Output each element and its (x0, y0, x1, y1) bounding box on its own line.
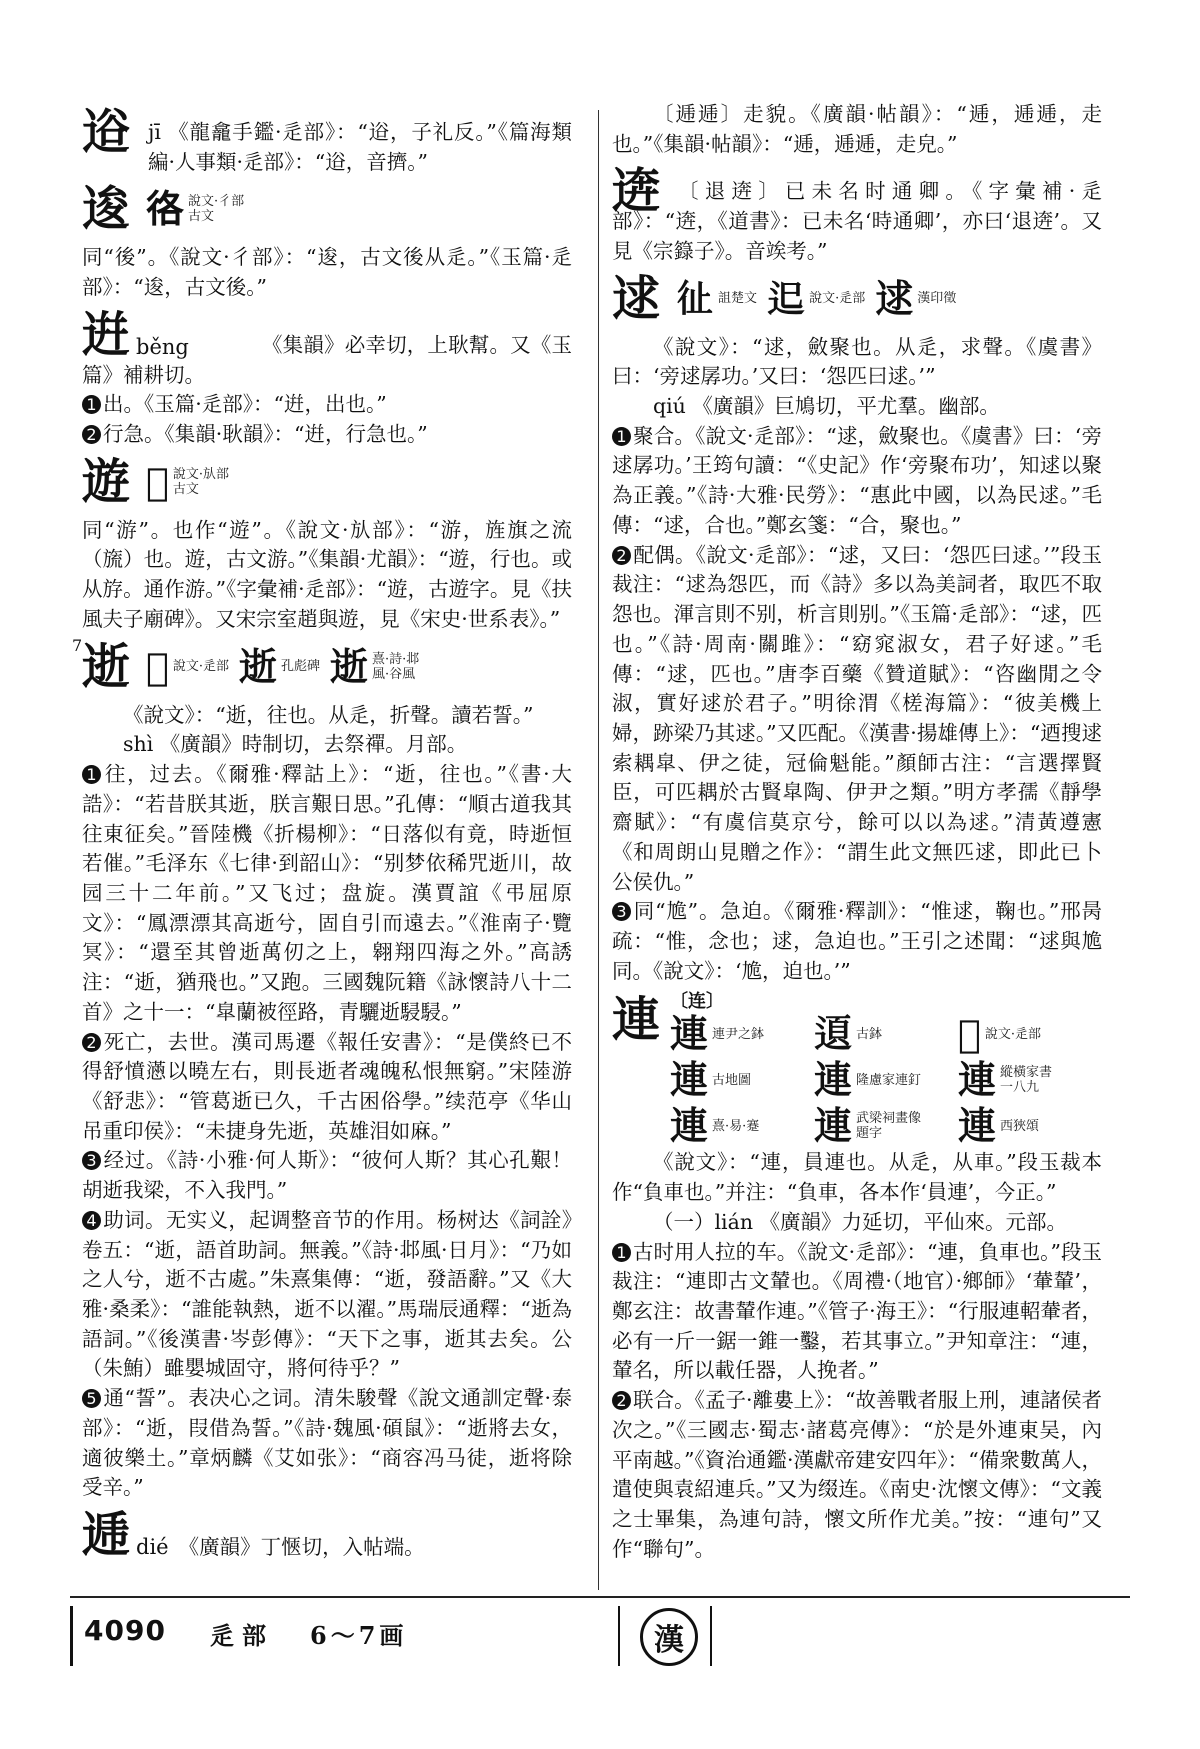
sense-number-icon: 2 (82, 425, 101, 444)
seal-form: 𨑯 說文·㫃部 古文 (146, 458, 229, 504)
entry-head (72, 635, 572, 695)
sense-number-icon: 2 (612, 1391, 631, 1410)
entry-char: 逑 (612, 270, 661, 327)
sense: 1 出。《玉篇·辵部》：“逬，出也。” (82, 390, 572, 420)
sense: 1 往，过去。《爾雅·釋詁上》：“逝，往也。”《書·大誥》：“若昔朕其逝，朕言艱日思。”孔傳：“順古道我其往東征矣。”晉陸機《折楊柳》：“日落似有竟，時逝恒若催。”毛泽东《七律·到韶山》：“别梦依稀咒逝川，故园三十二年前。”又飞过；盘旋。漢賈誼《弔屈原文》：“鳳漂漂其高逝兮，固自引而遠去。”《淮南子·覽冥》：“還至其曾逝萬仞之上，翱翔四海之外。”高誘注：“逝，猶飛也。”又跑。三國魏阮籍《詠懷詩八十二首》之十一：“皐蘭被徑路，青驪逝駸駸。” (82, 762, 572, 1024)
entry-definition: 《說文》：“逑，斂聚也。从辵，求聲。《虞書》曰：‘旁逑孱功。’又曰：‘怨匹曰逑。’” (612, 334, 1102, 389)
seal-form: 連 隆慮家連釘 (814, 1057, 922, 1103)
seal-form: 𢓊 詛楚文 (676, 275, 758, 321)
footer-divider (618, 1606, 620, 1666)
seal-form: 𨑓 說文·辵部 (767, 275, 866, 321)
entry-char: 逧 (82, 104, 131, 160)
sense-number-icon: 4 (82, 1211, 101, 1230)
seal-form: 連 熹·易·蹇 (670, 1103, 760, 1149)
footer-rule (70, 1596, 1130, 1598)
sense: 2 配偶。《說文·辵部》：“逑，又曰：‘怨匹曰逑。’”段玉裁注：“逑為怨匹，而《詩》多以為美詞者，取匹不取怨也。渾言則不别，析言則别。”《玉篇·辵部》：“逑，匹也。”《詩·周南·關雎》：“窈窕淑女，君子好逑。”毛傳：“逑，匹也。”唐李百藥《贊道賦》：“咨幽閒之令淑，實好逑於君子。”明徐渭《槎海篇》：“彼美機上婦，跡梁乃其逑。”又匹配。《漢書·揚雄傳上》：“迺搜逑索耦皐、伊之徒，冠倫魁能。”顏師古注：“言選擇賢臣，可匹耦於古賢皐陶、伊尹之類。”明方孝孺《靜學齋賦》：“有虞信莫京兮，餘可以以為逑。”清黃遵憲《和周朗山見贈之作》：“謂生此文無匹逑，即此已卜公侯仇。” (612, 542, 1102, 894)
sense-number-icon: 2 (82, 1033, 101, 1052)
section-label: 辵部 (210, 1621, 274, 1650)
entry-definition: 《說文》：“連，員連也。从辵，从車。”段玉裁本作“負車也。”并注：“負車，各本作‘員連’，今正。” (612, 1150, 1102, 1205)
left-column (72, 100, 572, 1565)
seal-form: 連 古地圖 (670, 1057, 752, 1103)
sense: 3 同“尯”。急迫。《爾雅·釋訓》：“惟逑，鞠也。”邢昺疏：“惟，念也；逑，急迫也。”王引之述聞：“逑與尯同。《說文》：‘尯，迫也。’” (612, 899, 1102, 983)
sense-number-icon: 3 (82, 1151, 101, 1170)
right-column (612, 100, 1102, 1564)
seal-form: 連 連尹之鉢 (670, 1011, 765, 1057)
pronunciation-line: shì 《廣韻》時制切，去祭禪。月部。 (123, 732, 468, 757)
pronunciation: dié (136, 1535, 169, 1560)
entry-char: 逩 (612, 163, 661, 220)
seal-form: 連 西狹頌 (958, 1103, 1040, 1149)
seal-form: 𢓜 說文·彳部 古文 (146, 186, 245, 232)
page-number: 4090 (84, 1614, 166, 1647)
sense: 4 助词。无实义，起调整音节的作用。杨树达《詞詮》卷五：“逝，語首助詞。無義。”《詩·邶風·日月》：“乃如之人兮，逝不古處。”朱熹集傳：“逝，發語辭。”又《大雅·桑柔》：“誰能執熱，逝不以濯。”馬瑞辰通釋：“逝為語詞。”《後漢書·岑彭傳》：“天下之事，逝其去矣。公（朱鮪）雖嬰城固守，將何待乎？” (82, 1207, 572, 1381)
footer-left-bar (70, 1606, 73, 1666)
entry-head (82, 1507, 572, 1563)
entry-text: 〔退逩〕已未名时通卿。《字彙補·辵部》：“逩，《道書》：已未名‘時通卿’，亦曰‘退逩’。又見《宗籙子》。音竢考。” (612, 179, 1102, 263)
stroke-count-mark: 7 (72, 635, 83, 655)
entry-text: 《廣韻》丁愜切，入帖端。 (178, 1535, 425, 1560)
pronunciation: běng (136, 335, 189, 360)
entry-text: jī 《龍龕手鑑·辵部》：“逧，子礼反。”《篇海類編·人事類·辵部》：“逧，音擠。” (148, 120, 572, 174)
entry-char: 遊 (82, 453, 131, 510)
sense: 2 行急。《集韻·耿韻》：“逬，行急也。” (82, 420, 572, 450)
seal-form: 逝 熹·詩·邶 風·谷風 (330, 643, 420, 689)
sense-number-icon: 1 (82, 765, 101, 784)
pronunciation: jī (148, 120, 161, 144)
seal-form: 逑 漢印徵 (875, 275, 957, 321)
sense-number-icon: 1 (82, 395, 101, 414)
seal-form: 𨔊 說文·辵部 (958, 1011, 1041, 1057)
pronunciation-line: qiú 《廣韻》巨鳩切，平尤羣。幽部。 (653, 394, 1000, 419)
entry-char: 逡 (82, 181, 131, 238)
seal-form: 𨔞 古鉢 (814, 1011, 883, 1057)
sense: 1 聚合。《說文·辵部》：“逑，斂聚也。《虞書》曰：‘旁逑孱功。’王筠句讀：“《史記》作‘旁聚布功’，知逑以聚為正義。”《詩·大雅·民勞》：“惠此中國，以為民逑。”毛傳：“逑，合也。”鄭玄箋：“合，聚也。” (612, 423, 1102, 537)
entry-text: 同“後”。《說文·彳部》：“逡，古文後从辵。”《玉篇·辵部》：“逡，古文後。” (82, 245, 572, 300)
entry-definition: 《說文》：“逝，往也。从辵，折聲。讀若誓。” (123, 702, 534, 727)
sense: 2 死亡，去世。漢司馬遷《報任安書》：“是僕終已不得舒憤懣以曉左右，則長逝者魂魄私恨無窮。”宋陸游《舒悲》：“管葛逝已久，千古困俗學。”续范亭《华山吊重印侯》：“未捷身先逝，英雄泪如麻。” (82, 1029, 572, 1143)
sense: 1 古时用人拉的车。《說文·辵部》：“連，負車也。”段玉裁注：“連即古文輦也。《周禮·（地官）·鄉師》‘輂輦’，鄭玄注：故書輦作連。”《管子·海王》：“行服連軺輂者，必有一斤一鋸一錐一鑿，若其事立。”尹知章注：“連，輦名，所以載任器，人挽者。” (612, 1239, 1102, 1383)
entry-char: 逬 (82, 306, 131, 363)
sense-number-icon: 1 (612, 427, 631, 446)
pronunciation-line: （一）lián 《廣韻》力延切，平仙來。元部。 (653, 1209, 1068, 1234)
entry-char: 逝 (82, 638, 131, 695)
seal-stamp-icon: 漢 (640, 1608, 698, 1666)
simplified-form: 〔连〕 (670, 991, 725, 1013)
seal-form: 𨔴 說文·辵部 (146, 643, 229, 689)
entry-text: 《集韻》必幸切，上耿幫。又《玉篇》補耕切。 (82, 332, 572, 387)
column-divider (598, 110, 599, 1590)
sense: 3 经过。《詩·小雅·何人斯》：“彼何人斯？其心孔艱！胡逝我梁，不入我門。” (82, 1148, 572, 1203)
sense-number-icon: 1 (612, 1243, 631, 1262)
entry-char: 逓 (82, 1507, 131, 1564)
entry-char: 連 (612, 992, 661, 1049)
seal-form: 連 縱橫家書 一八九 (958, 1057, 1053, 1103)
entry-head (612, 271, 1102, 327)
footer-divider (710, 1606, 712, 1666)
page-footer (70, 1604, 1130, 1674)
entry-head (612, 992, 1102, 1148)
stroke-range: 6～7画 (310, 1621, 408, 1650)
entry-text: 同“游”。也作“遊”。《說文·㫃部》：“游，旌旗之流（旒）也。遊，古文游。”《集韻·尤韻》：“遊，行也。或从斿。通作游。”《字彙補·辵部》：“遊，古遊字。見《扶風夫子廟碑》。又宋宗室趙與遊，見《宋史·世系表》。” (82, 517, 572, 631)
sense: 5 通“誓”。表决心之词。清朱駿聲《說文通訓定聲·泰部》：“逝，叚借為誓。”《詩·魏風·碩鼠》：“逝將去女，適彼樂土。”章炳麟《艾如张》：“商容冯马徒，逝将除受辛。” (82, 1386, 572, 1500)
entry-head (82, 454, 572, 510)
sense-number-icon: 5 (82, 1389, 101, 1408)
sense-number-icon: 2 (612, 546, 631, 565)
seal-form: 逝 孔彪碑 (238, 643, 320, 689)
seal-form: 連 武梁祠畫像 題字 (814, 1103, 922, 1149)
sense-number-icon: 3 (612, 902, 631, 921)
entry-text: 〔逓逓〕走貌。《廣韻·帖韻》：“逓，逓逓，走也。”《集韻·帖韻》：“逓，逓逓，走皃。” (612, 102, 1102, 156)
sense: 2 联合。《孟子·離婁上》：“故善戰者服上刑，連諸侯者次之。”《三國志·蜀志·諸葛亮傳》：“於是外連東吴，內平南越。”《資治通鑑·漢獻帝建安四年》：“備衆數萬人，遣使與袁紹連兵。”又为缀连。《南史·沈懷文傳》：“文義之士畢集，為連句詩，懷文所作尤美。”按：“連句”又作“聯句”。 (612, 1388, 1102, 1561)
entry-head (82, 181, 572, 237)
